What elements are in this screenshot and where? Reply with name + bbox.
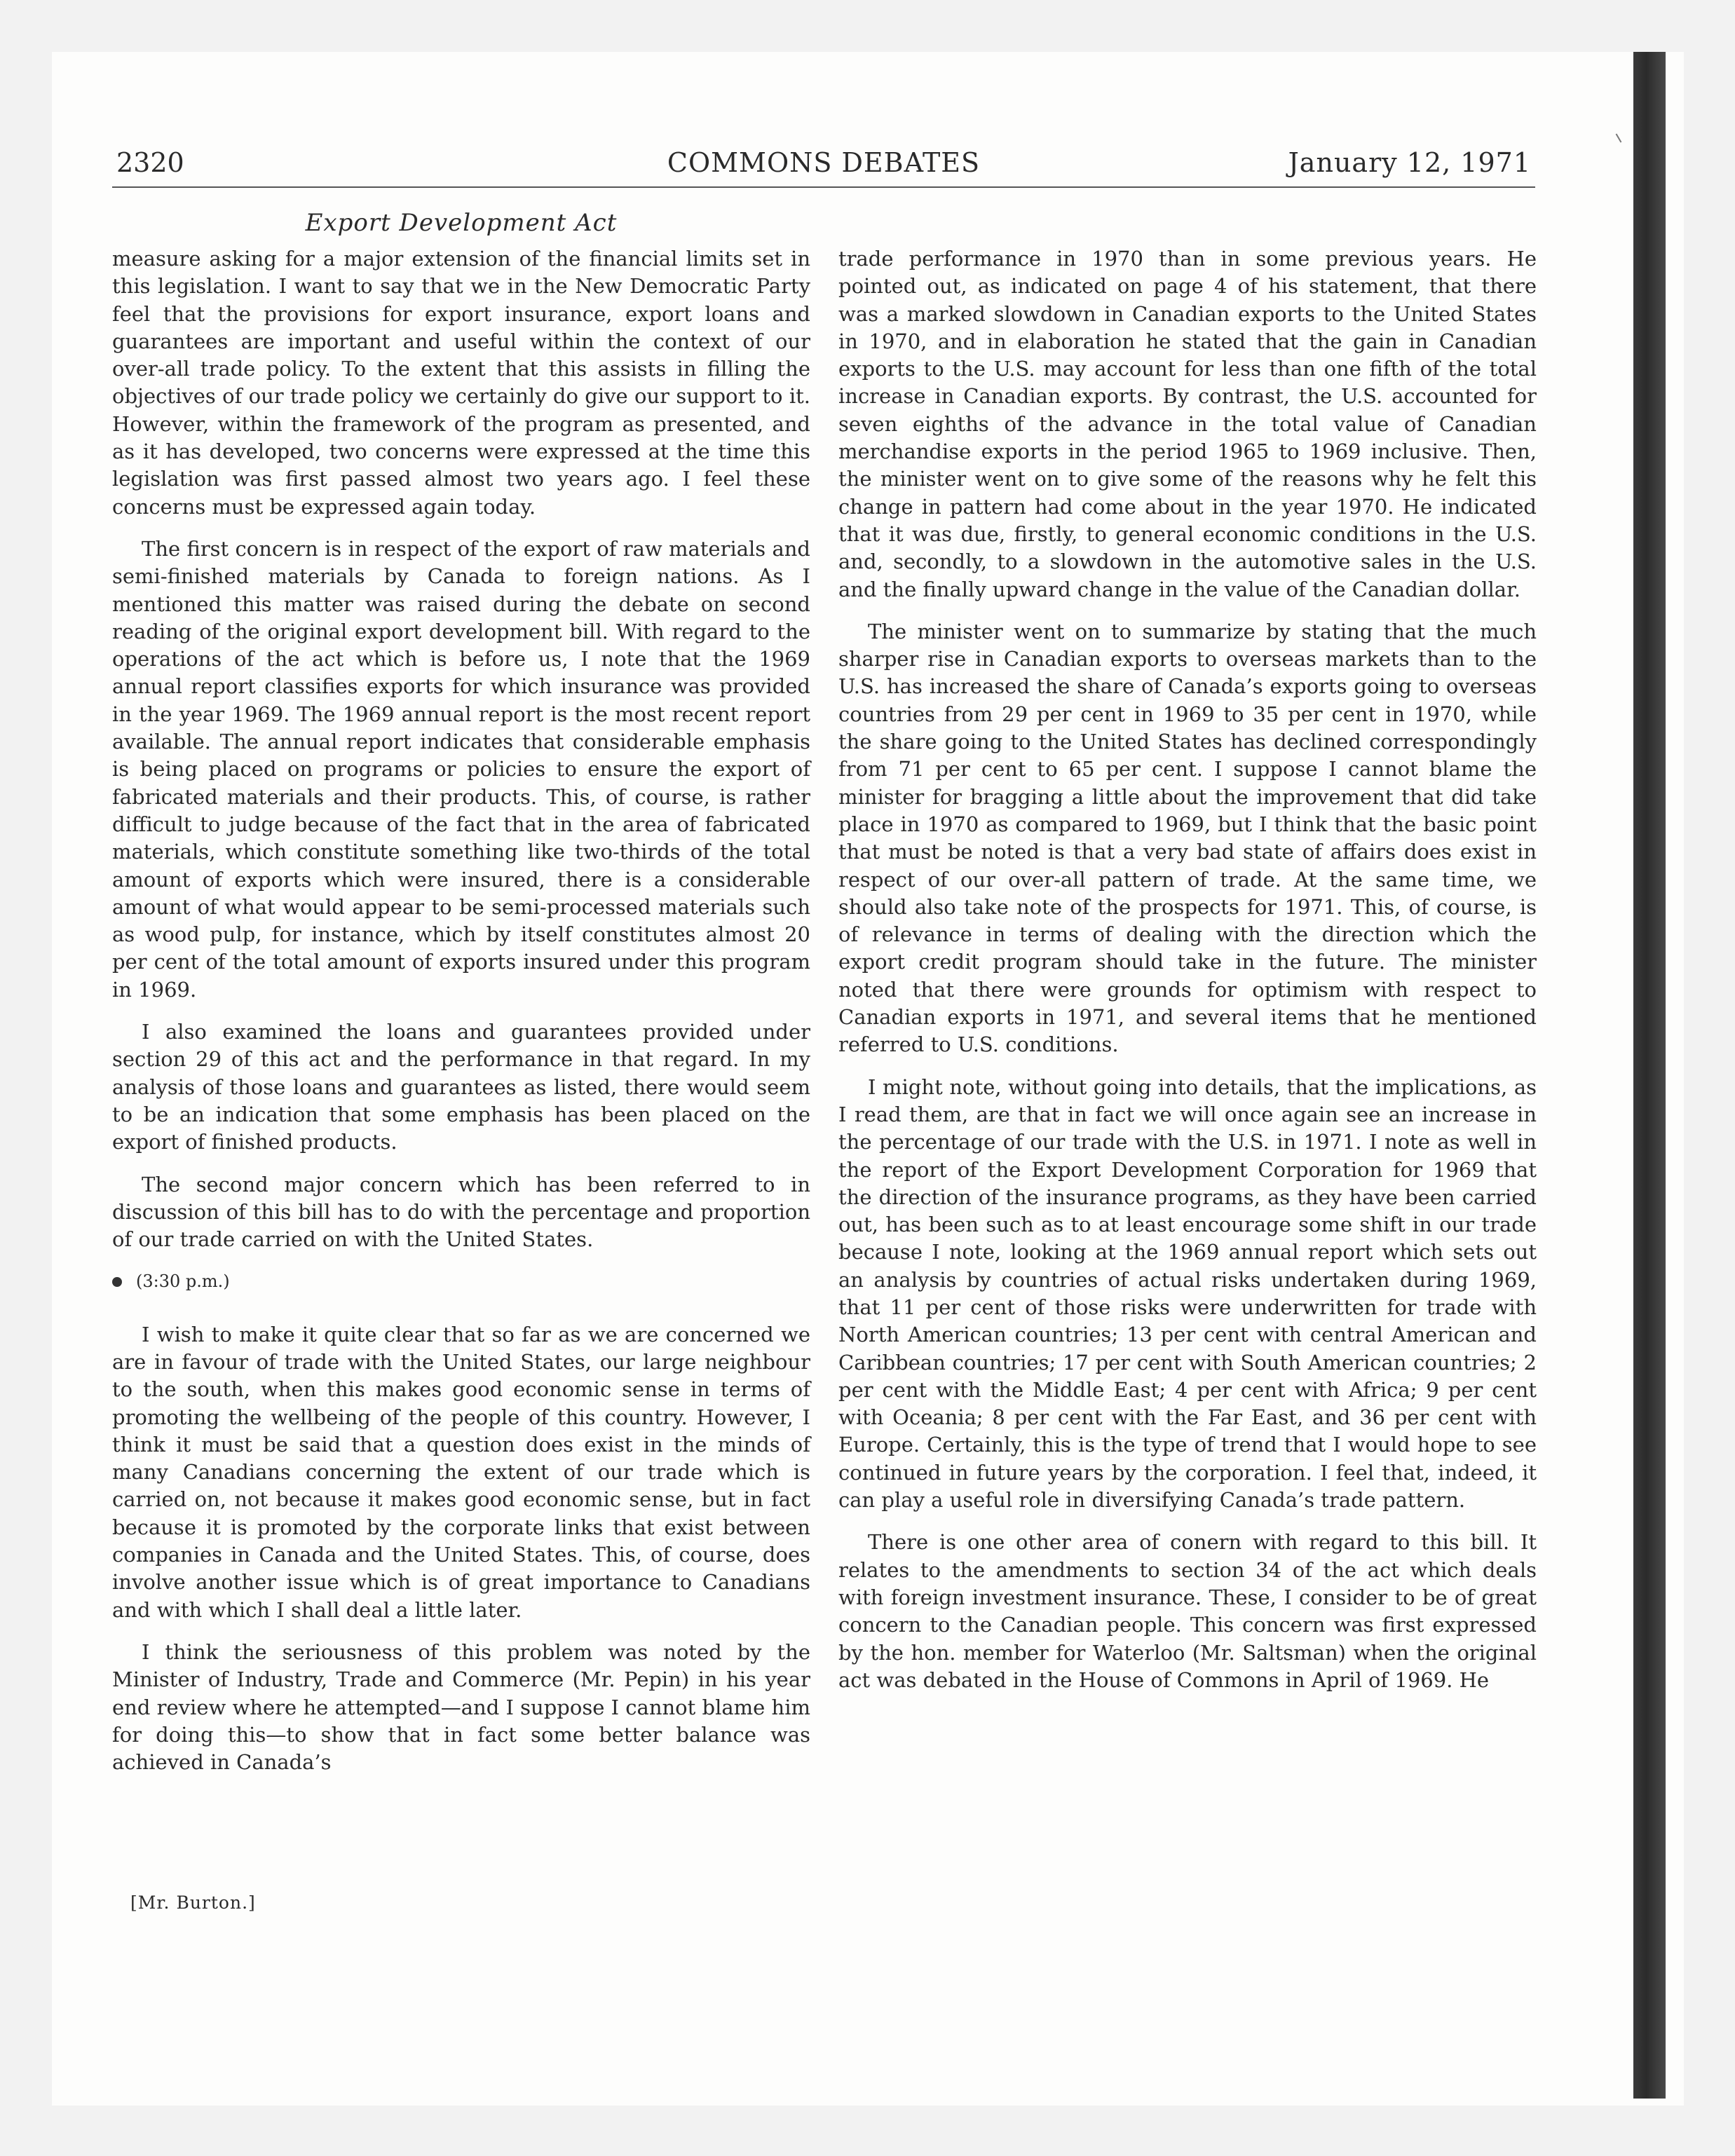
paragraph: I might note, without going into details, that the implications, as I read them, are that in fact we will once again see an increase in the percentage of our trade with the U.S. in 1971. I note as well in the report of the Export Development Corporation for 1969 that the direction of the insurance programs, as they have been carried out, has been such as to at least encourage some shift in our trade because I note, looking at the 1969 annual report which sets out an analysis by countries of actual risks undertaken during 1969, that 11 per cent of those risks were underwritten for trade with North American countries; 13 per cent with central American and Caribbean countries; 17 per cent with South American countries; 2 per cent with the Middle East; 4 per cent with Africa; 9 per cent with Oceania; 8 per cent with the Far East, and 36 per cent with Europe. Certainly, this is the type of trend that I would hope to see continued in future years by the corporation. I feel that, indeed, it can play a useful role in diversifying Canada’s trade pattern. [838, 1074, 1537, 1513]
scan-binding-edge [1633, 52, 1666, 2099]
paragraph: trade performance in 1970 than in some previous years. He pointed out, as indicated on page 4 of his statement, that there was a marked slowdown in Canadian exports to the United States in 1970, and in elaboration he stated that the gain in Canadian exports to the U.S. may account for less than one fifth of the total increase in Canadian exports. By contrast, the U.S. accounted for seven eighths of the advance in the total value of Canadian merchandise exports in the period 1965 to 1969 inclusive. Then, the minister went on to give some of the reasons why he felt this change in pattern had come about in the year 1970. He indicated that it was due, firstly, to general economic conditions in the U.S. and, secondly, to a slowdown in the automotive sales in the U.S. and the finally upward change in the value of the Canadian dollar. [838, 247, 1537, 601]
right-column [838, 245, 1537, 1709]
section-title: Export Development Act [305, 209, 618, 237]
speaker-attribution: [Mr. Burton.] [130, 1892, 256, 1913]
publication-title: COMMONS DEBATES [667, 147, 981, 178]
bullet-icon [112, 1277, 122, 1287]
paragraph: I also examined the loans and guarantees provided under section 29 of this act and the performance in that regard. In my analysis of those loans and guarantees as listed, there would seem to be an indication that some emphasis has been placed on the export of finished products. [112, 1020, 810, 1154]
publication-date: January 12, 1971 [1288, 147, 1531, 178]
paragraph: There is one other area of conern with regard to this bill. It relates to the amendments to section 34 of the act which deals with foreign investment insurance. These, I consider to be of great concern to the Canadian people. This concern was first expressed by the hon. member for Waterloo (Mr. Saltsman) when the original act was debated in the House of Commons in April of 1969. He [838, 1530, 1537, 1692]
paragraph: The second major concern which has been referred to in discussion of this bill has to do with the percentage and proportion of our trade carried on with the United States. [112, 1172, 810, 1252]
timestamp-marker [112, 1268, 810, 1295]
paragraph: The first concern is in respect of the export of raw materials and semi-finished materials by Canada to foreign nations. As I mentioned this matter was raised during the debate on second reading of the original export development bill. With regard to the operations of the act which is before us, I note that the 1969 annual report classifies exports for which insurance was provided in the year 1969. The 1969 annual report is the most recent report available. The annual report indicates that considerable emphasis is being placed on programs or policies to ensure the export of fabricated materials and their products. This, of course, is rather difficult to judge because of the fact that in the area of fabricated materials, which constitute something like two-thirds of the total amount of exports which were insured, there is a considerable amount of what would appear to be semi-processed materials such as wood pulp, for instance, which by itself constitutes almost 20 per cent of the total amount of exports insured under this program in 1969. [112, 536, 810, 1002]
left-column [112, 245, 810, 1791]
paragraph: measure asking for a major extension of the financial limits set in this legislation. I want to say that we in the New Democratic Party feel that the provisions for export insurance, export loans and guarantees are important and useful within the context of our over-all trade policy. To the extent that this assists in filling the objectives of our trade policy we certainly do give our support to it. However, within the framework of the program as presented, and as it has developed, two concerns were expressed at the time this legislation was first passed almost two years ago. I feel these concerns must be expressed again today. [112, 247, 810, 519]
paragraph: I wish to make it quite clear that so far as we are concerned we are in favour of trade with the United States, our large neighbour to the south, when this makes good economic sense in terms of promoting the wellbeing of the people of this country. However, I think it must be said that a question does exist in the minds of many Canadians concerning the extent of our trade which is carried on, not because it makes good economic sense, but in fact because it is promoted by the corporate links that exist between companies in Canada and the United States. This, of course, does involve another issue which is of great importance to Canadians and with which I shall deal a little later. [112, 1322, 810, 1622]
timestamp: (3:30 p.m.) [136, 1271, 230, 1292]
page-header [112, 147, 1535, 188]
paragraph: I think the seriousness of this problem was noted by the Minister of Industry, Trade and Commerce (Mr. Pepin) in his year end review where he attempted—and I suppose I cannot blame him for doing this—to show that in fact some better balance was achieved in Canada’s [112, 1639, 810, 1775]
page-number: 2320 [116, 147, 184, 178]
paragraph: The minister went on to summarize by stating that the much sharper rise in Canadian exports to overseas markets than to the U.S. has increased the share of Canada’s exports going to overseas countries from 29 per cent in 1969 to 35 per cent in 1970, while the share going to the United States has declined correspondingly from 71 per cent to 65 per cent. I suppose I cannot blame the minister for bragging a little about the improvement that did take place in 1970 as compared to 1969, but I think that the basic point that must be noted is that a very bad state of affairs does exist in respect of our over-all pattern of trade. At the same time, we should also take note of the prospects for 1971. This, of course, is of relevance in terms of dealing with the direction which the export credit program should take in the future. The minister noted that there were grounds for optimism with respect to Canadian exports in 1971, and several items that he mentioned referred to U.S. conditions. [838, 619, 1537, 1057]
